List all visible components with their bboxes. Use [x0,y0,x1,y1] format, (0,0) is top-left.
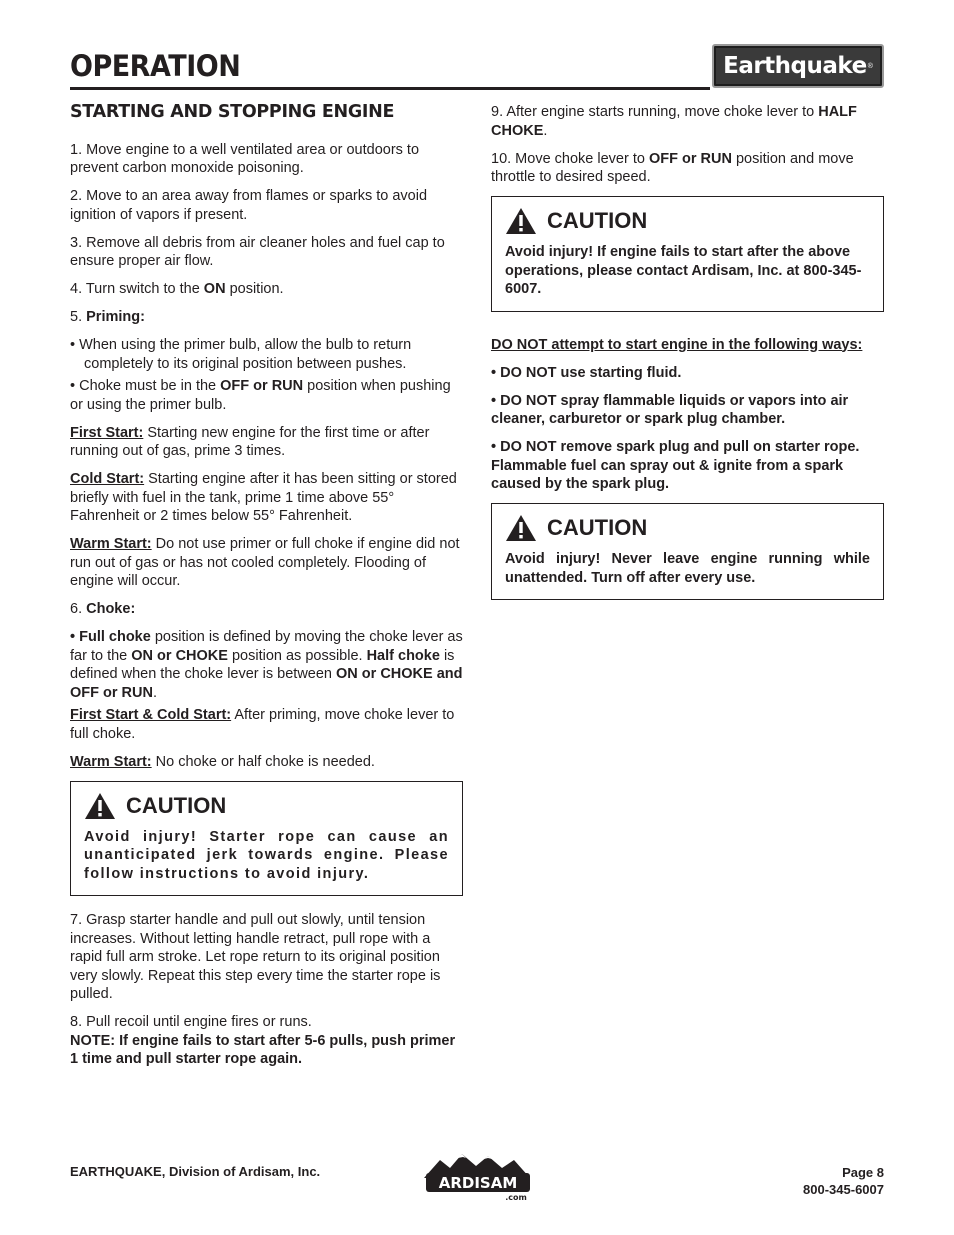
registered-mark: ® [867,62,873,70]
footer-page-info [803,1164,884,1198]
choke-definitions: • Full choke position is defined by moving the choke lever as far to the ON or CHOKE position as possible. Half choke is defined when the choke lever is between ON or CHOKE and OFF or RUN. [70,629,463,701]
cold-start: Cold Start: Starting engine after it has been sitting or stored briefly with fuel in the tank, prime 1 time above 55° Fahrenheit or 2 times below 55° Fahrenheit. [70,471,457,524]
step-10: 10. Move choke lever to OFF or RUN position and move throttle to desired speed. [491,150,854,185]
page-title: OPERATION [70,50,241,84]
footer-phone: 800-345-6007 [803,1182,884,1197]
step-7: 7. Grasp starter handle and pull out slowly, until tension increases. Without letting handle retract, pull rope with a rapid full arm stroke. Let rope return to its original position very slowly. Repeat this step every time the starter rope is pulled. [70,912,441,1002]
caution-text: Avoid injury! If engine fails to start after the above operations, please contact Ardisam, Inc. at 800-345-6007. [505,244,862,297]
do-not-item-1: • DO NOT use starting fluid. [491,364,682,381]
do-not-heading: DO NOT attempt to start engine in the following ways: [491,336,863,353]
step-2: 2. Move to an area away from flames or sparks to avoid ignition of vapors if present. [70,188,428,223]
earthquake-logo [712,44,884,88]
ardisam-logo [418,1148,536,1204]
choke-bullet: • Choke must be in the OFF or RUN position when pushing or using the primer bulb. [70,378,451,413]
step-1: 1. Move engine to a well ventilated area or outdoors to prevent carbon monoxide poisoning. [70,141,420,176]
brand-name: Earthquake [723,53,867,79]
section-heading: STARTING AND STOPPING ENGINE [70,102,395,122]
caution-box-starter-rope [70,781,463,897]
step-5: 5. Priming: [70,309,145,325]
left-column [70,103,463,1078]
primer-bullet: • When using the primer bulb, allow the bulb to return completely to its original position between pushes. [70,337,412,372]
step-9: 9. After engine starts running, move choke lever to HALF CHOKE. [491,104,857,139]
do-not-item-3: • DO NOT remove spark plug and pull on starter rope. Flammable fuel can spray out & ignite from a spark caused by the spark plug. [491,439,860,492]
caution-text: Avoid injury! Starter rope can cause an unanticipated jerk towards engine. Please follow instructions to avoid injury. [84,828,449,882]
first-cold-start-choke: First Start & Cold Start: After priming, move choke lever to full choke. [70,707,455,742]
caution-title: CAUTION [126,792,227,818]
warning-triangle-icon [505,207,537,235]
warm-start: Warm Start: Do not use primer or full choke if engine did not run out of gas or has not cooled completely. Flooding of engine will occur. [70,536,460,589]
step-4: 4. Turn switch to the ON position. [70,281,284,297]
caution-text: Avoid injury! Never leave engine running while unattended. Turn off after every use. [505,551,870,586]
caution-title: CAUTION [547,515,648,540]
step-3: 3. Remove all debris from air cleaner holes and fuel cap to ensure proper air flow. [70,234,445,269]
warning-triangle-icon [84,792,116,820]
warm-start-choke: Warm Start: No choke or half choke is needed. [70,753,375,770]
first-start: First Start: Starting new engine for the first time or after running out of gas, prime 3 times. [70,424,430,459]
footer-company: EARTHQUAKE, Division of Ardisam, Inc. [70,1164,321,1179]
title-rule [70,87,710,90]
logo-text: ARDISAM [438,1174,518,1192]
logo-sub: .com [505,1193,527,1202]
page-number: Page 8 [842,1165,884,1180]
step-8: 8. Pull recoil until engine fires or runs. NOTE: If engine fails to start after 5-6 pulls, push primer 1 time and pull starter rope again. [70,1014,456,1067]
caution-box-contact [491,196,884,312]
right-column [491,103,884,615]
warning-triangle-icon [505,514,537,542]
caution-box-unattended [491,503,884,600]
step-6: 6. Choke: [70,601,136,617]
do-not-item-2: • DO NOT spray flammable liquids or vapors into air cleaner, carburetor or spark plug chamber. [491,392,849,427]
caution-title: CAUTION [547,208,648,233]
